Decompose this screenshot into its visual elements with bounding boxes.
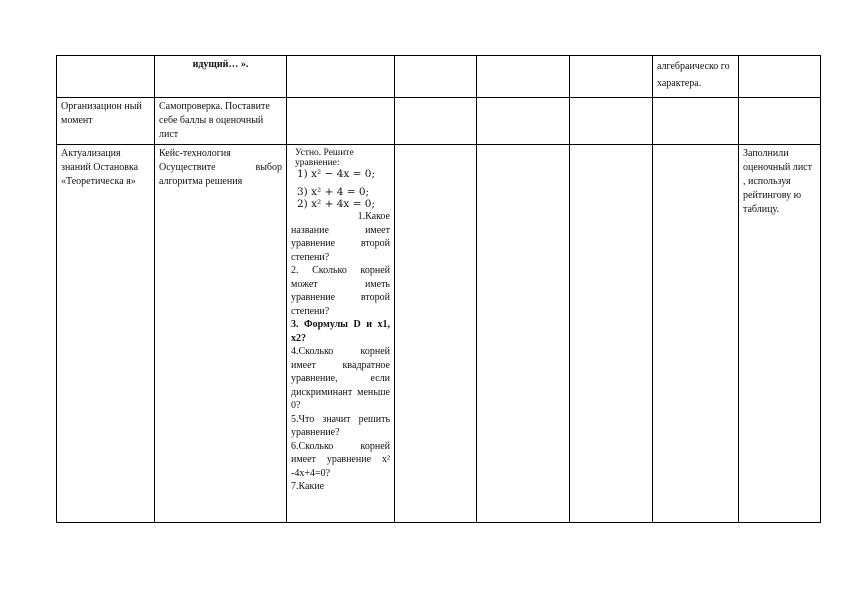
table-cell [570,145,653,523]
question-5: 5.Что значит решить уравнение? [291,413,390,438]
table-cell [570,98,653,145]
equation-2: 2) x² + 4x = 0; [297,198,376,210]
question-1b: название имеет уравнение второй степени? [291,224,390,263]
equation-1: 1) x² − 4x = 0; [297,168,376,180]
assessment-cell [739,56,821,98]
result-cell [653,145,739,523]
question-3: 3. Формулы D и x1, x2? [291,319,390,344]
task-intro-2: уравнение: [295,158,340,168]
table-cell [477,145,570,523]
stage-cell: Актуализация знаний Остановка «Теоретическа я» [57,145,155,523]
task-cell [287,98,395,145]
task-intro: Устно. Решите [295,148,354,158]
result-cell [653,98,739,145]
table-cell [395,145,477,523]
table-cell [395,98,477,145]
table-row [57,98,821,145]
table-cell [395,56,477,98]
equation-3: 3) x² + 4 = 0; [297,186,370,198]
method-label: Кейс-технология [159,148,231,159]
assessment-cell [739,98,821,145]
question-7: 7.Какие [291,481,325,492]
activity-cell: Самопроверка. Поставите себе баллы в оценочный лист [155,98,287,145]
method-instruction: Осуществите выбор алгоритма решения [159,162,282,187]
activity-cell: идущий… ». [155,56,287,98]
question-1a: 1.Какое [357,211,390,222]
assessment-cell: Заполнили оценочный лист , используя рейтингову ю таблицу. [739,145,821,523]
table-cell [477,98,570,145]
table-cell [477,56,570,98]
table-cell [570,56,653,98]
result-cell: алгебраическо го характера. [653,56,739,98]
stage-cell [57,56,155,98]
question-2: 2. Сколько корней может иметь уравнение второй степени? [291,265,390,317]
question-4: 4.Сколько корней имеет квадратное уравнение, если дискриминант меньше 0? [291,346,390,411]
question-6: 6.Сколько корней имеет уравнение x² -4x+4=0? [291,440,390,479]
stage-cell: Организацион ный момент [57,98,155,145]
activity-cell [155,145,287,523]
lesson-plan-table [56,55,821,523]
task-cell [287,56,395,98]
task-cell [287,145,395,523]
table-row [57,56,821,98]
table-row [57,145,821,523]
